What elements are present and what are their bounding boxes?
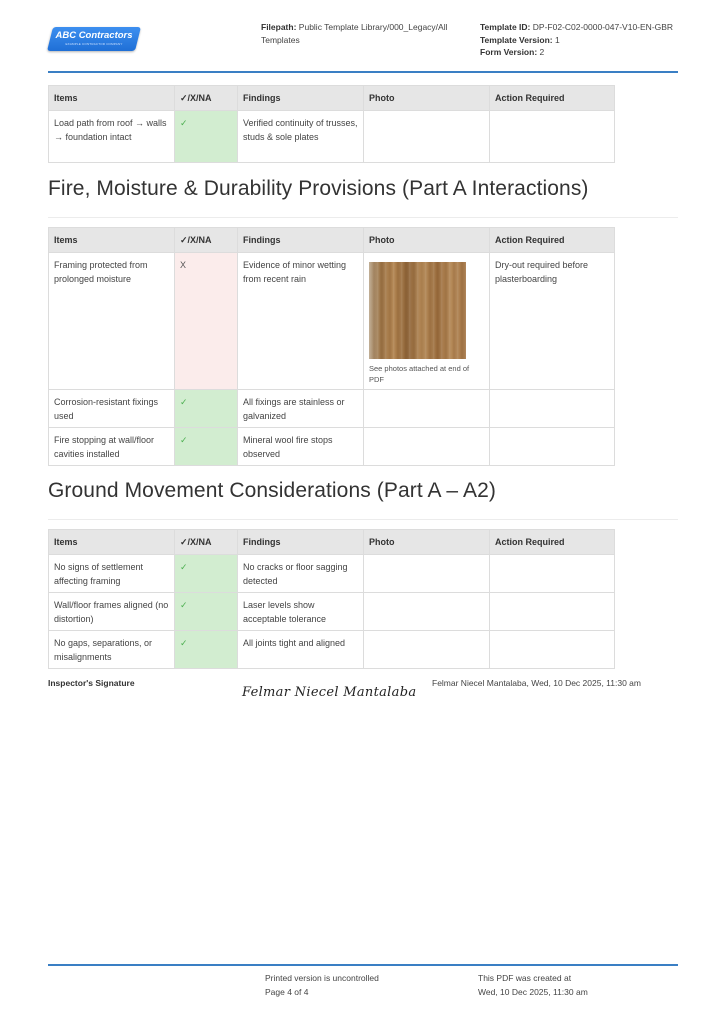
col-items: Items xyxy=(49,86,175,111)
form-version-label: Form Version: xyxy=(480,47,538,57)
item-cell: Framing protected from prolonged moisture xyxy=(49,253,175,390)
section-divider xyxy=(48,217,678,218)
table-row xyxy=(49,631,615,669)
header-divider xyxy=(48,71,678,73)
page-header xyxy=(48,0,678,73)
footer-created-info xyxy=(478,971,588,999)
table-row xyxy=(49,593,615,631)
status-pass-cell: ✓ xyxy=(175,555,238,593)
findings-cell: Verified continuity of trusses, studs & sole plates xyxy=(238,111,364,163)
table-header-row xyxy=(49,86,615,111)
photo-cell xyxy=(364,593,490,631)
col-findings: Findings xyxy=(238,86,364,111)
table-row xyxy=(49,111,615,163)
findings-cell: No cracks or floor sagging detected xyxy=(238,555,364,593)
created-timestamp: Wed, 10 Dec 2025, 11:30 am xyxy=(478,987,588,997)
photo-cell xyxy=(364,555,490,593)
item-cell: Wall/floor frames aligned (no distortion) xyxy=(49,593,175,631)
action-cell xyxy=(490,593,615,631)
action-cell xyxy=(490,390,615,428)
page-number: Page 4 of 4 xyxy=(265,987,309,997)
col-status: ✓/X/NA xyxy=(175,530,238,555)
status-pass-cell: ✓ xyxy=(175,390,238,428)
action-cell xyxy=(490,111,615,163)
item-cell: Load path from roof → walls → foundation intact xyxy=(49,111,175,163)
status-pass-cell: ✓ xyxy=(175,111,238,163)
item-cell: Fire stopping at wall/floor cavities installed xyxy=(49,428,175,466)
ground-movement-table xyxy=(48,529,615,669)
signature-label: Inspector's Signature xyxy=(48,678,135,688)
company-logo xyxy=(50,27,138,51)
logo-title: ABC Contractors xyxy=(55,30,133,41)
col-photo: Photo xyxy=(364,86,490,111)
action-cell xyxy=(490,631,615,669)
form-version-value: 2 xyxy=(539,47,545,57)
col-items: Items xyxy=(49,228,175,253)
col-items: Items xyxy=(49,530,175,555)
col-status: ✓/X/NA xyxy=(175,86,238,111)
section-divider xyxy=(48,519,678,520)
findings-cell: Mineral wool fire stops observed xyxy=(238,428,364,466)
table-row xyxy=(49,390,615,428)
photo-cell xyxy=(364,428,490,466)
item-cell: No gaps, separations, or misalignments xyxy=(49,631,175,669)
created-label: This PDF was created at xyxy=(478,973,572,983)
col-findings: Findings xyxy=(238,530,364,555)
logo-subtitle: EXAMPLE CONTRACTOR COMPANY xyxy=(65,42,123,46)
wood-framing-photo[interactable] xyxy=(369,262,466,359)
status-pass-cell: ✓ xyxy=(175,428,238,466)
action-cell xyxy=(490,428,615,466)
col-action: Action Required xyxy=(490,228,615,253)
action-cell: Dry-out required before plasterboarding xyxy=(490,253,615,390)
item-cell: Corrosion-resistant fixings used xyxy=(49,390,175,428)
col-photo: Photo xyxy=(364,228,490,253)
photo-caption: See photos attached at end of PDF xyxy=(369,364,470,384)
findings-cell: Laser levels show acceptable tolerance xyxy=(238,593,364,631)
uncontrolled-notice: Printed version is uncontrolled xyxy=(265,973,379,983)
section-title-ground-movement: Ground Movement Considerations (Part A – A2) xyxy=(48,479,496,502)
filepath-meta xyxy=(261,21,456,46)
template-id-value: DP-F02-C02-0000-047-V10-EN-GBR xyxy=(532,22,674,32)
col-photo: Photo xyxy=(364,530,490,555)
photo-cell xyxy=(364,111,490,163)
photo-cell xyxy=(364,253,490,390)
table-header-row xyxy=(49,228,615,253)
signature-image: Felmar Niecel Mantalaba xyxy=(242,685,417,700)
status-pass-cell: ✓ xyxy=(175,593,238,631)
status-pass-cell: ✓ xyxy=(175,631,238,669)
continued-inspection-table xyxy=(48,85,615,163)
col-action: Action Required xyxy=(490,530,615,555)
template-version-value: 1 xyxy=(554,34,560,45)
fire-moisture-table xyxy=(48,227,615,466)
template-version-label: Template Version: xyxy=(480,34,553,45)
section-title-fire-moisture: Fire, Moisture & Durability Provisions (Part A Interactions) xyxy=(48,177,589,200)
col-action: Action Required xyxy=(490,86,615,111)
item-cell: No signs of settlement affecting framing xyxy=(49,555,175,593)
findings-cell: All fixings are stainless or galvanized xyxy=(238,390,364,428)
findings-cell: Evidence of minor wetting from recent rain xyxy=(238,253,364,390)
col-status: ✓/X/NA xyxy=(175,228,238,253)
signature-details: Felmar Niecel Mantalaba, Wed, 10 Dec 2025, 11:30 am xyxy=(432,678,641,688)
status-fail-cell: X xyxy=(175,253,238,390)
filepath-label: Filepath: xyxy=(261,22,297,32)
photo-cell xyxy=(364,631,490,669)
filepath-value: Public Template Library/000_Legacy/All Templates xyxy=(261,22,448,45)
table-row xyxy=(49,428,615,466)
action-cell xyxy=(490,555,615,593)
table-row xyxy=(49,253,615,390)
table-row xyxy=(49,555,615,593)
col-findings: Findings xyxy=(238,228,364,253)
photo-cell xyxy=(364,390,490,428)
template-meta xyxy=(480,21,680,59)
footer-print-info xyxy=(265,971,379,999)
table-header-row xyxy=(49,530,615,555)
findings-cell: All joints tight and aligned xyxy=(238,631,364,669)
template-id-label: Template ID: xyxy=(480,22,531,32)
footer-divider xyxy=(48,964,678,966)
